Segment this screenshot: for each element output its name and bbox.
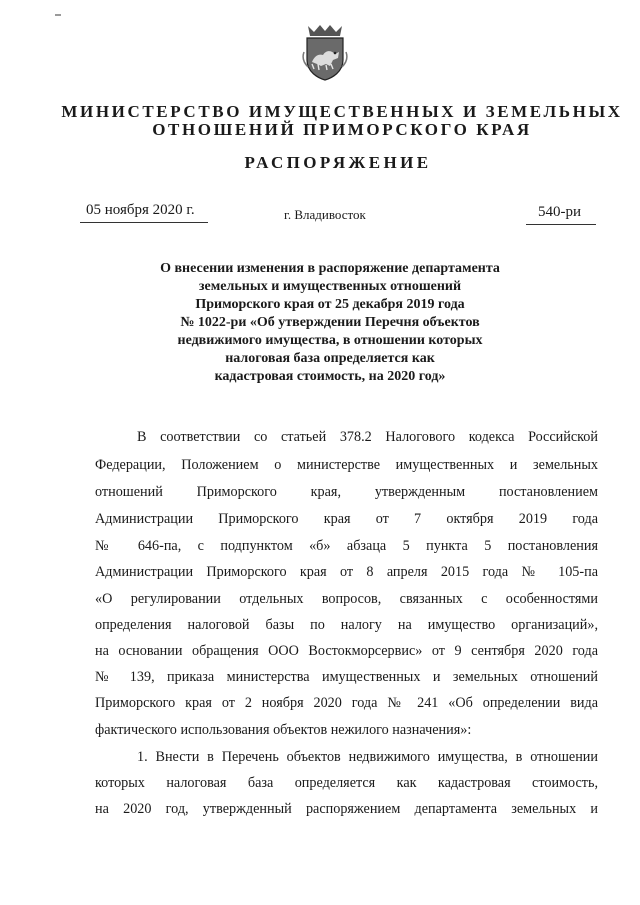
body-line: определения налоговой базы по налогу на имущество организаций», [95, 617, 598, 633]
title-line: Приморского края от 25 декабря 2019 года [195, 297, 465, 312]
title-line: № 1022-ри «Об утверждении Перечня объектов [180, 315, 480, 330]
number-underline [526, 224, 596, 225]
date-underline [80, 222, 208, 223]
body-line: Администрации Приморского края от 8 апреля 2015 года № 105-па [95, 564, 598, 580]
body-line: на 2020 год, утвержденный распоряжением департамента земельных и [95, 801, 598, 817]
body-line: Федерации, Положением о министерстве имущественных и земельных [95, 457, 598, 473]
title-line: недвижимого имущества, в отношении которых [177, 333, 483, 348]
title-line: земельных и имущественных отношений [198, 279, 462, 294]
body-line: на основании обращения ООО Востокморсервис» от 9 сентября 2020 года [95, 643, 598, 659]
title-line: налоговая база определяется как [225, 351, 435, 366]
body-line: Приморского края от 2 ноября 2020 года № 241 «Об определении вида [95, 695, 598, 711]
document-city: г. Владивосток [284, 207, 366, 222]
document-date: 05 ноября 2020 г. [86, 202, 195, 218]
document-type: РАСПОРЯЖЕНИЕ [244, 153, 432, 172]
coat-of-arms-icon [302, 22, 348, 82]
body-line: которых налоговая база определяется как кадастровая стоимость, [95, 775, 598, 791]
body-line: № 646-па, с подпунктом «б» абзаца 5 пункта 5 постановления [95, 538, 598, 554]
body-line: Администрации Приморского края от 7 октября 2019 года [95, 511, 598, 527]
ministry-name-line2: ОТНОШЕНИЙ ПРИМОРСКОГО КРАЯ [152, 120, 532, 139]
scan-speck [55, 14, 61, 16]
body-line: 1. Внести в Перечень объектов недвижимого имущества, в отношении [137, 749, 598, 765]
ministry-name-line1: МИНИСТЕРСТВО ИМУЩЕСТВЕННЫХ И ЗЕМЕЛЬНЫХ [61, 102, 623, 121]
body-line: В соответствии со статьей 378.2 Налогового кодекса Российской [137, 429, 598, 445]
title-line: О внесении изменения в распоряжение департамента [160, 261, 500, 276]
body-line: № 139, приказа министерства имущественных и земельных отношений [95, 669, 598, 685]
body-line: отношений Приморского края, утвержденным постановлением [95, 484, 598, 500]
document-number: 540-ри [538, 204, 582, 220]
document-title [150, 260, 510, 386]
body-line: «О регулировании отдельных вопросов, связанных с особенностями [95, 591, 598, 607]
title-line: кадастровая стоимость, на 2020 год» [214, 369, 446, 384]
body-line: фактического использования объектов нежилого назначения»: [95, 722, 472, 738]
